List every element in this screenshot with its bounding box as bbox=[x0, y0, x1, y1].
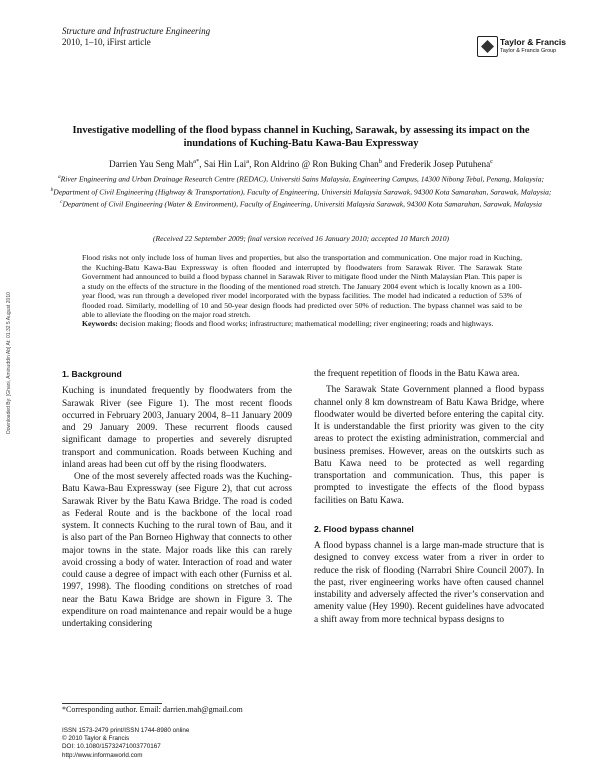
journal-title: Structure and Infrastructure Engineering bbox=[62, 26, 211, 36]
corresponding-author-footnote: *Corresponding author. Email: darrien.mah@gmail.com bbox=[62, 705, 243, 714]
affiliations: $^a$River Engineering and Urban Drainage Research Centre (REDAC), Universiti Sains Malaysia, Engineering Campus, 14300 Nibong Tebal, Penang, Malaysia; $^b$Department of Civil Engineering (Highway & Transportation), Faculty of Engineering, Universiti Malaysia Sarawak, 94300 Kota Samarahan, Sarawak, Malaysia; $^c$Department of Civil Engineering (Water & Environment), Faculty of Engineering, Universiti Malaysia Sarawak, 94300 Kota Samarahan, Sarawak, Malaysia bbox=[50, 174, 552, 209]
journal-issue: 2010, 1–10, iFirst article bbox=[62, 37, 151, 47]
background-paragraph-1: Kuching is inundated frequently by floodwaters from the Sarawak River (see Figure 1). The most recent floods occurred in February 2003, January 2004, 8–11 January 2009 and 29 January 2009. These recurrent floods caused significant damage to properties and severely disrupted transport and communication. Roads between Kuching and inland areas had been cut off by the rising floodwaters. bbox=[62, 386, 292, 470]
keywords-label: Keywords: bbox=[82, 319, 118, 328]
keywords-list: decision making; floods and flood works; infrastructure; mathematical modelling; river engineering; roads and highways. bbox=[119, 319, 494, 328]
bypass-paragraph-1: A flood bypass channel is a large man-made structure that is designed to convey excess water from a river in order to reduce the risk of flooding (Narrabri Shire Council 2007). In the past, river engineering works have often caused channel instability and adversely affected the river’s conservation and amenity value (Hey 1990). Recent guidelines have advocated a shift away from more technical bypass designs to bbox=[314, 541, 544, 625]
doi-line: DOI: 10.1080/15732471003770167 bbox=[62, 743, 161, 751]
background-paragraph-3: The Sarawak State Government planned a flood bypass channel only 8 km downstream of Batu Kawa Bridge, where floodwater would be diverted before entering the capital city. It is understandable the first priority was given to the city areas to protect the existing administration, commercial and business premises. However, areas on the outskirts such as Batu Kawa need to be protected as well regarding transportation and communication. Thus, this paper is prompted to investigate the effects of the flood bypass facilities on Batu Kawa. bbox=[314, 385, 544, 506]
keywords bbox=[82, 319, 522, 329]
received-dates: (Received 22 September 2009; final version received 16 January 2010; accepted 10 March 2010) bbox=[152, 234, 450, 243]
background-paragraph-2-continued: the frequent repetition of floods in the Batu Kawa area. bbox=[314, 369, 520, 379]
publisher-name: Taylor & Francis bbox=[500, 37, 566, 47]
publisher-logo bbox=[477, 36, 567, 60]
section-heading-flood-bypass: 2. Flood bypass channel bbox=[314, 523, 414, 534]
website-link[interactable]: http://www.informaworld.com bbox=[62, 751, 143, 759]
journal-header bbox=[62, 26, 210, 48]
publisher-group: Taylor & Francis Group bbox=[500, 48, 557, 54]
copyright-line: © 2010 Taylor & Francis bbox=[62, 735, 130, 743]
left-column bbox=[62, 368, 292, 630]
author-list: Darrien Yau Seng Mah$^{a*}$, Sai Hin Lai$^a$, Ron Aldrino @ Ron Buking Chan$^b$ and Frederik Josep Putuhena$^c$ bbox=[108, 158, 494, 170]
taylor-francis-logo-icon bbox=[477, 36, 498, 57]
footnote-divider bbox=[62, 703, 162, 704]
right-column bbox=[314, 368, 544, 626]
issn-line: ISSN 1573-2479 print/ISSN 1744-8980 online bbox=[62, 727, 190, 734]
paper-title: Investigative modelling of the flood bypass channel in Kuching, Sarawak, by assessing its impact on the inundations of Kuching-Batu Kawa-Bau Expressway bbox=[72, 125, 530, 149]
copyright-block bbox=[62, 727, 189, 760]
download-side-note bbox=[4, 230, 14, 500]
abstract: Flood risks not only include loss of human lives and properties, but also the transportation and communication. One major road in Kuching, the Kuching-Batu Kawa-Bau Expressway is often flooded and interrupted by floodwaters from Sarawak River. The Sarawak State Government had announced to build a flood bypass channel in Sarawak River to mitigate flood under the Ninth Malaysian Plan. This paper is a study on the effects of the structure in the flooding of the mentioned road stretch. The January 2004 event which is locally known as a 100-year flood, was run through a developed river model incorporated with the bypass facilities. The model had indicated a reduction of 53% of flooded road. Similarly, modelling of 10 and 50-year design floods had predicted over 50% of reduction. The bypass channel was said to be able to alleviate the flooding on the major road stretch. bbox=[82, 253, 522, 319]
section-heading-background: 1. Background bbox=[62, 369, 122, 379]
background-paragraph-2: One of the most severely affected roads was the Kuching-Batu Kawa-Bau Expressway (see Figure 2), that cut across Sarawak River by the Batu Kawa Bridge. The road is coded as Federal Route and is the backbone of the local road system. It connects Kuching to the rural town of Bau, and it is also part of the Pan Borneo Highway that connects to other major towns in the state. Major roads like this can rarely avoid crossing a body of water. Interaction of road and water could cause a degree of impact with each other (Furniss et al. 1997, 1998). The flooding conditions on stretches of road near the Batu Kawa Bridge are shown in Figure 3. The expenditure on road maintenance and repair would be a huge undertaking considering bbox=[62, 472, 292, 629]
side-note-text: Downloaded By: [Ghani, Aminuddin Ab] At: 01:32 5 August 2010 bbox=[6, 292, 12, 434]
